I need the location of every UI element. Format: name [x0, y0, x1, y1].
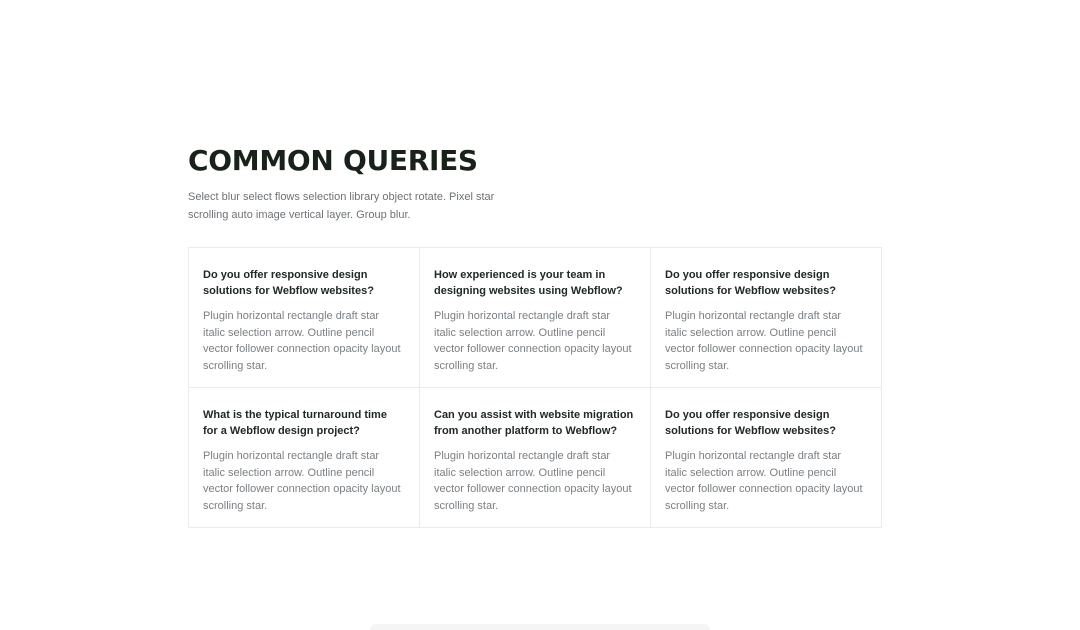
section-subtitle: Select blur select flows selection library object rotate. Pixel star scrolling auto image vertical layer. Group blur.: [188, 191, 495, 221]
faq-answer: Plugin horizontal rectangle draft star italic selection arrow. Outline pencil vector follower connection opacity layout scrolling star.: [203, 450, 401, 512]
faq-question: Do you offer responsive design solutions for Webflow websites?: [203, 269, 374, 297]
faq-question: How experienced is your team in designing websites using Webflow?: [434, 269, 623, 297]
faq-answer: Plugin horizontal rectangle draft star italic selection arrow. Outline pencil vector follower connection opacity layout scrolling star.: [434, 310, 632, 372]
faq-question: What is the typical turnaround time for a Webflow design project?: [203, 409, 387, 437]
faq-answer: Plugin horizontal rectangle draft star italic selection arrow. Outline pencil vector follower connection opacity layout scrolling star.: [203, 310, 401, 372]
faq-answer: Plugin horizontal rectangle draft star italic selection arrow. Outline pencil vector follower connection opacity layout scrolling star.: [434, 450, 632, 512]
faq-card: [651, 388, 881, 527]
faq-card: [420, 388, 650, 527]
faq-card: [189, 388, 419, 527]
common-queries-section: [188, 144, 882, 528]
faq-answer: Plugin horizontal rectangle draft star italic selection arrow. Outline pencil vector follower connection opacity layout scrolling star.: [665, 450, 863, 512]
faq-grid: [188, 247, 882, 528]
faq-card: [651, 248, 881, 387]
faq-card: [189, 248, 419, 387]
faq-question: Can you assist with website migration from another platform to Webflow?: [434, 409, 634, 437]
faq-question: Do you offer responsive design solutions for Webflow websites?: [665, 409, 836, 437]
next-section-peek: [370, 624, 710, 630]
page-title: COMMON QUERIES: [188, 144, 478, 177]
faq-card: [420, 248, 650, 387]
faq-answer: Plugin horizontal rectangle draft star italic selection arrow. Outline pencil vector follower connection opacity layout scrolling star.: [665, 310, 863, 372]
faq-question: Do you offer responsive design solutions for Webflow websites?: [665, 269, 836, 297]
